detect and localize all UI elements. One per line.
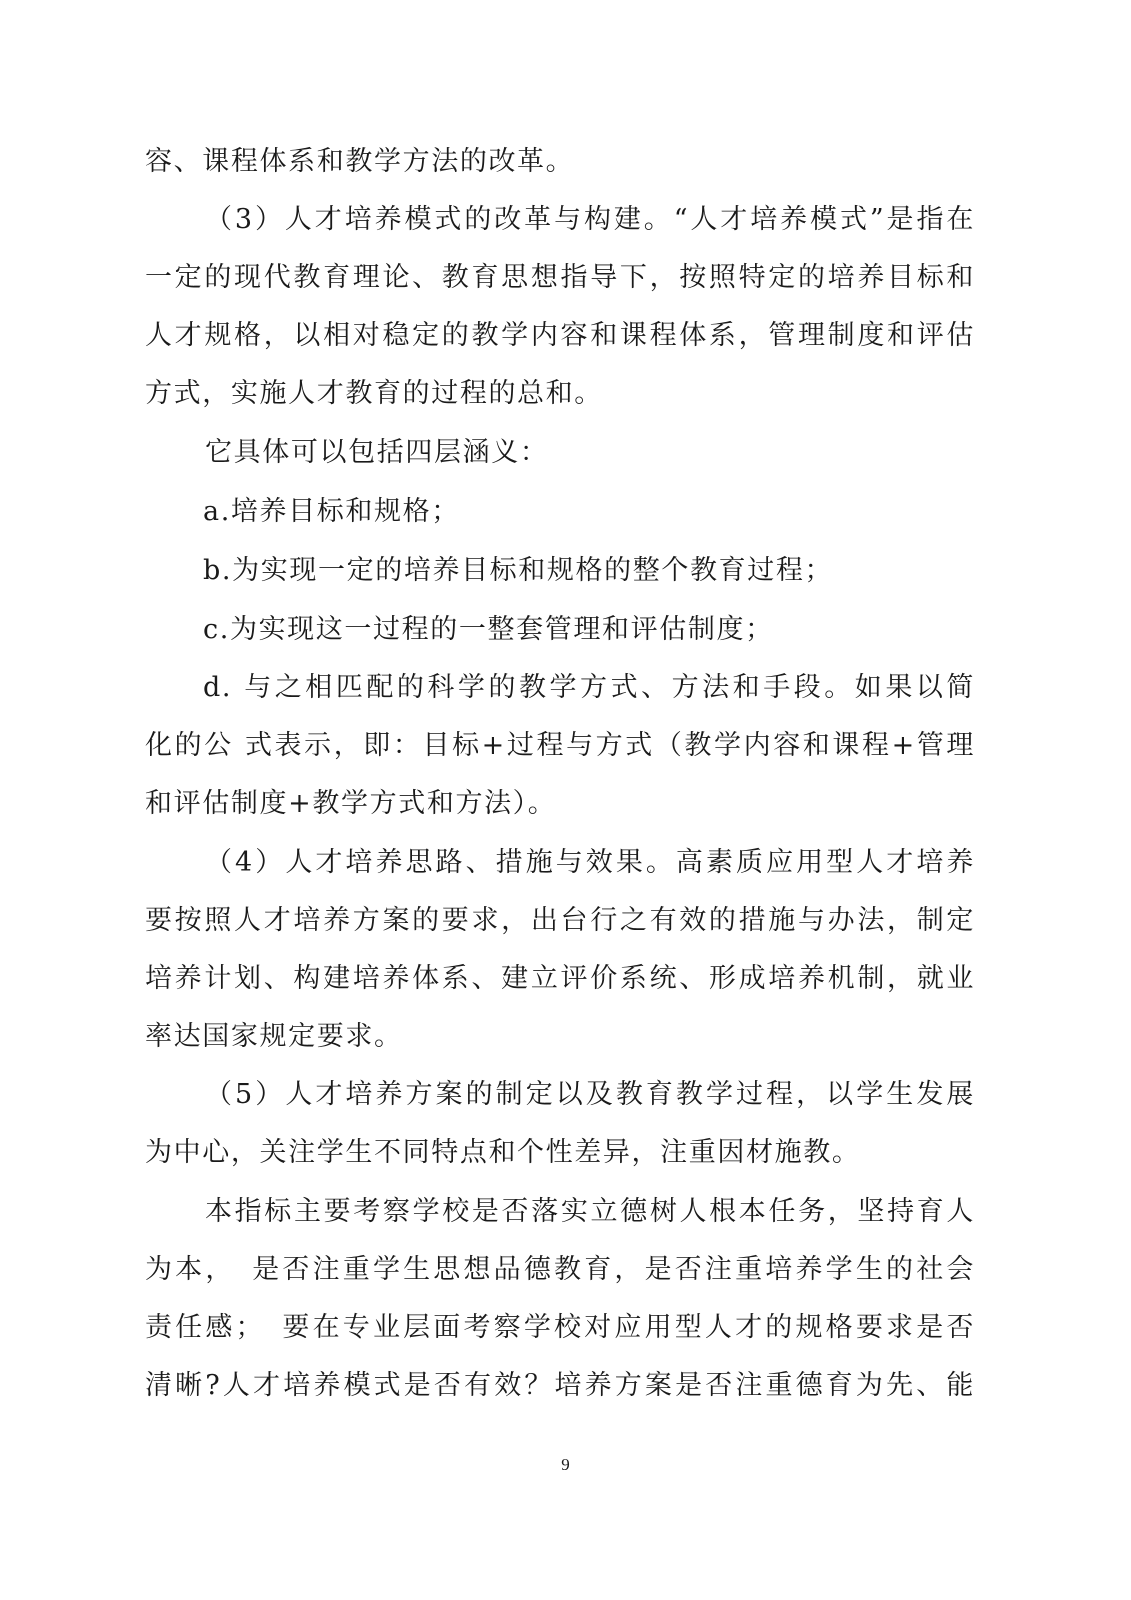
paragraph-3-line-2: 一定的现代教育理论、教育思想指导下，按照特定的培养目标和 [145, 262, 975, 293]
list-item-a: a.培养目标和规格； [203, 496, 460, 527]
four-meanings-intro: 它具体可以包括四层涵义： [205, 437, 549, 468]
page-number: 9 [561, 1455, 570, 1474]
list-item-d-line-1: d. 与之相匹配的科学的教学方式、方法和手段。如果以简 [203, 672, 975, 703]
paragraph-3-line-4: 方式，实施人才教育的过程的总和。 [145, 378, 603, 409]
indicator-paragraph-line-1: 本指标主要考察学校是否落实立德树人根本任务，坚持育人 [205, 1196, 975, 1227]
text-line-continuation: 容、课程体系和教学方法的改革。 [145, 146, 575, 177]
paragraph-5-line-1: （5）人才培养方案的制定以及教育教学过程，以学生发展 [205, 1079, 975, 1110]
list-item-d-line-3: 和评估制度+教学方式和方法）。 [145, 788, 557, 819]
paragraph-4-line-4: 率达国家规定要求。 [145, 1021, 403, 1052]
paragraph-4-line-3: 培养计划、构建培养体系、建立评价系统、形成培养机制，就业 [145, 963, 975, 994]
list-item-c: c.为实现这一过程的一整套管理和评估制度； [203, 614, 774, 645]
paragraph-4-line-2: 要按照人才培养方案的要求，出台行之有效的措施与办法，制定 [145, 905, 975, 936]
list-item-b: b.为实现一定的培养目标和规格的整个教育过程； [203, 555, 834, 586]
indicator-paragraph-line-3: 责任感； 要在专业层面考察学校对应用型人才的规格要求是否 [145, 1312, 975, 1343]
indicator-paragraph-line-4: 清晰?人才培养模式是否有效？培养方案是否注重德育为先、能 [145, 1370, 975, 1401]
paragraph-5-line-2: 为中心，关注学生不同特点和个性差异，注重因材施教。 [145, 1137, 861, 1168]
paragraph-3-line-3: 人才规格，以相对稳定的教学内容和课程体系，管理制度和评估 [145, 320, 975, 351]
paragraph-4-line-1: （4）人才培养思路、措施与效果。高素质应用型人才培养 [205, 847, 975, 878]
indicator-paragraph-line-2: 为本， 是否注重学生思想品德教育，是否注重培养学生的社会 [145, 1254, 975, 1285]
list-item-d-line-2: 化的公 式表示，即：目标+过程与方式（教学内容和课程+管理 [145, 730, 975, 761]
paragraph-3-line-1: （3）人才培养模式的改革与构建。“人才培养模式”是指在 [205, 204, 975, 235]
